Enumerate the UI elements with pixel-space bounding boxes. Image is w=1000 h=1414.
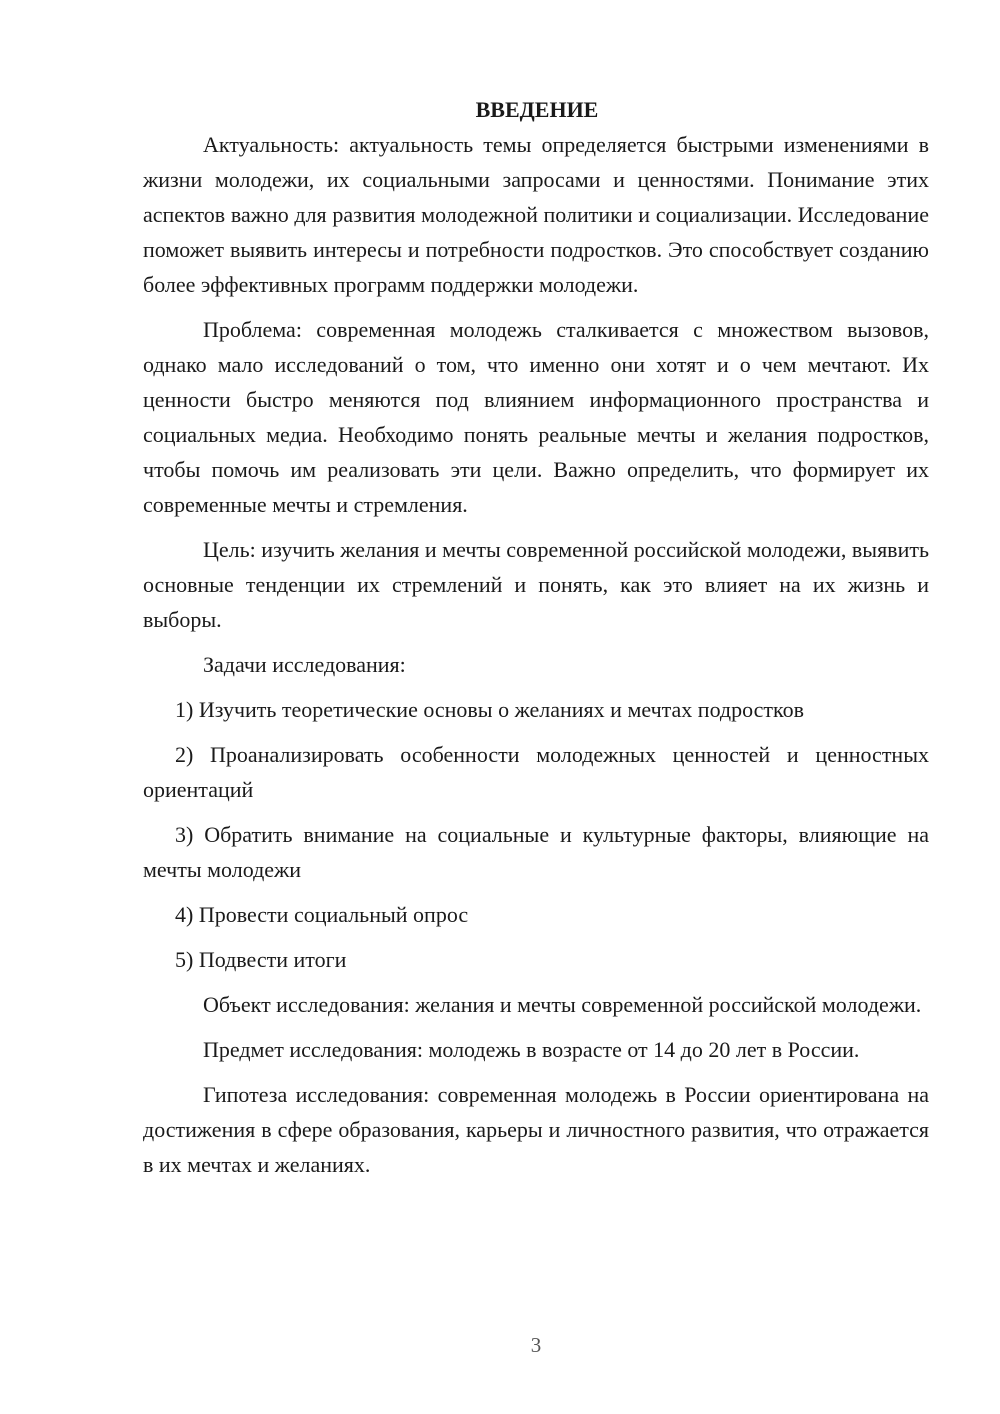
page-number: 3	[530, 1333, 542, 1357]
hypothesis-paragraph: Гипотеза исследования: современная молодежь в России ориентирована на достижения в сфере образования, карьеры и личностного развития, что отражается в их мечтах и желаниях.	[143, 1082, 929, 1177]
relevance-paragraph: Актуальность: актуальность темы определяется быстрыми изменениями в жизни молодежи, их социальными запросами и ценностями. Понимание этих аспектов важно для развития молодежной политики и социализации. Исследование поможет выявить интересы и потребности подростков. Это способствует созданию более эффективных программ поддержки молодежи.	[143, 132, 929, 297]
task-item-2: 2) Проанализировать особенности молодежных ценностей и ценностных ориентаций	[143, 742, 929, 802]
goal-paragraph: Цель: изучить желания и мечты современной российской молодежи, выявить основные тенденции их стремлений и понять, как это влияет на их жизнь и выборы.	[143, 537, 929, 632]
task-item-4: 4) Провести социальный опрос	[175, 902, 469, 927]
object-paragraph: Объект исследования: желания и мечты современной российской молодежи.	[203, 992, 922, 1017]
task-item-3: 3) Обратить внимание на социальные и культурные факторы, влияющие на мечты молодежи	[143, 822, 929, 882]
task-item-1: 1) Изучить теоретические основы о желаниях и мечтах подростков	[175, 697, 805, 722]
tasks-title: Задачи исследования:	[203, 652, 406, 677]
problem-paragraph: Проблема: современная молодежь сталкивается с множеством вызовов, однако мало исследований о том, что именно они хотят и о чем мечтают. Их ценности быстро меняются под влиянием информационного пространства и социальных медиа. Необходимо понять реальные мечты и желания подростков, чтобы помочь им реализовать эти цели. Важно определить, что формирует их современные мечты и стремления.	[143, 317, 929, 517]
document-page	[143, 92, 929, 1182]
subject-paragraph: Предмет исследования: молодежь в возрасте от 14 до 20 лет в России.	[203, 1037, 860, 1062]
task-item-5: 5) Подвести итоги	[175, 947, 347, 972]
section-heading: ВВЕДЕНИЕ	[475, 97, 599, 122]
